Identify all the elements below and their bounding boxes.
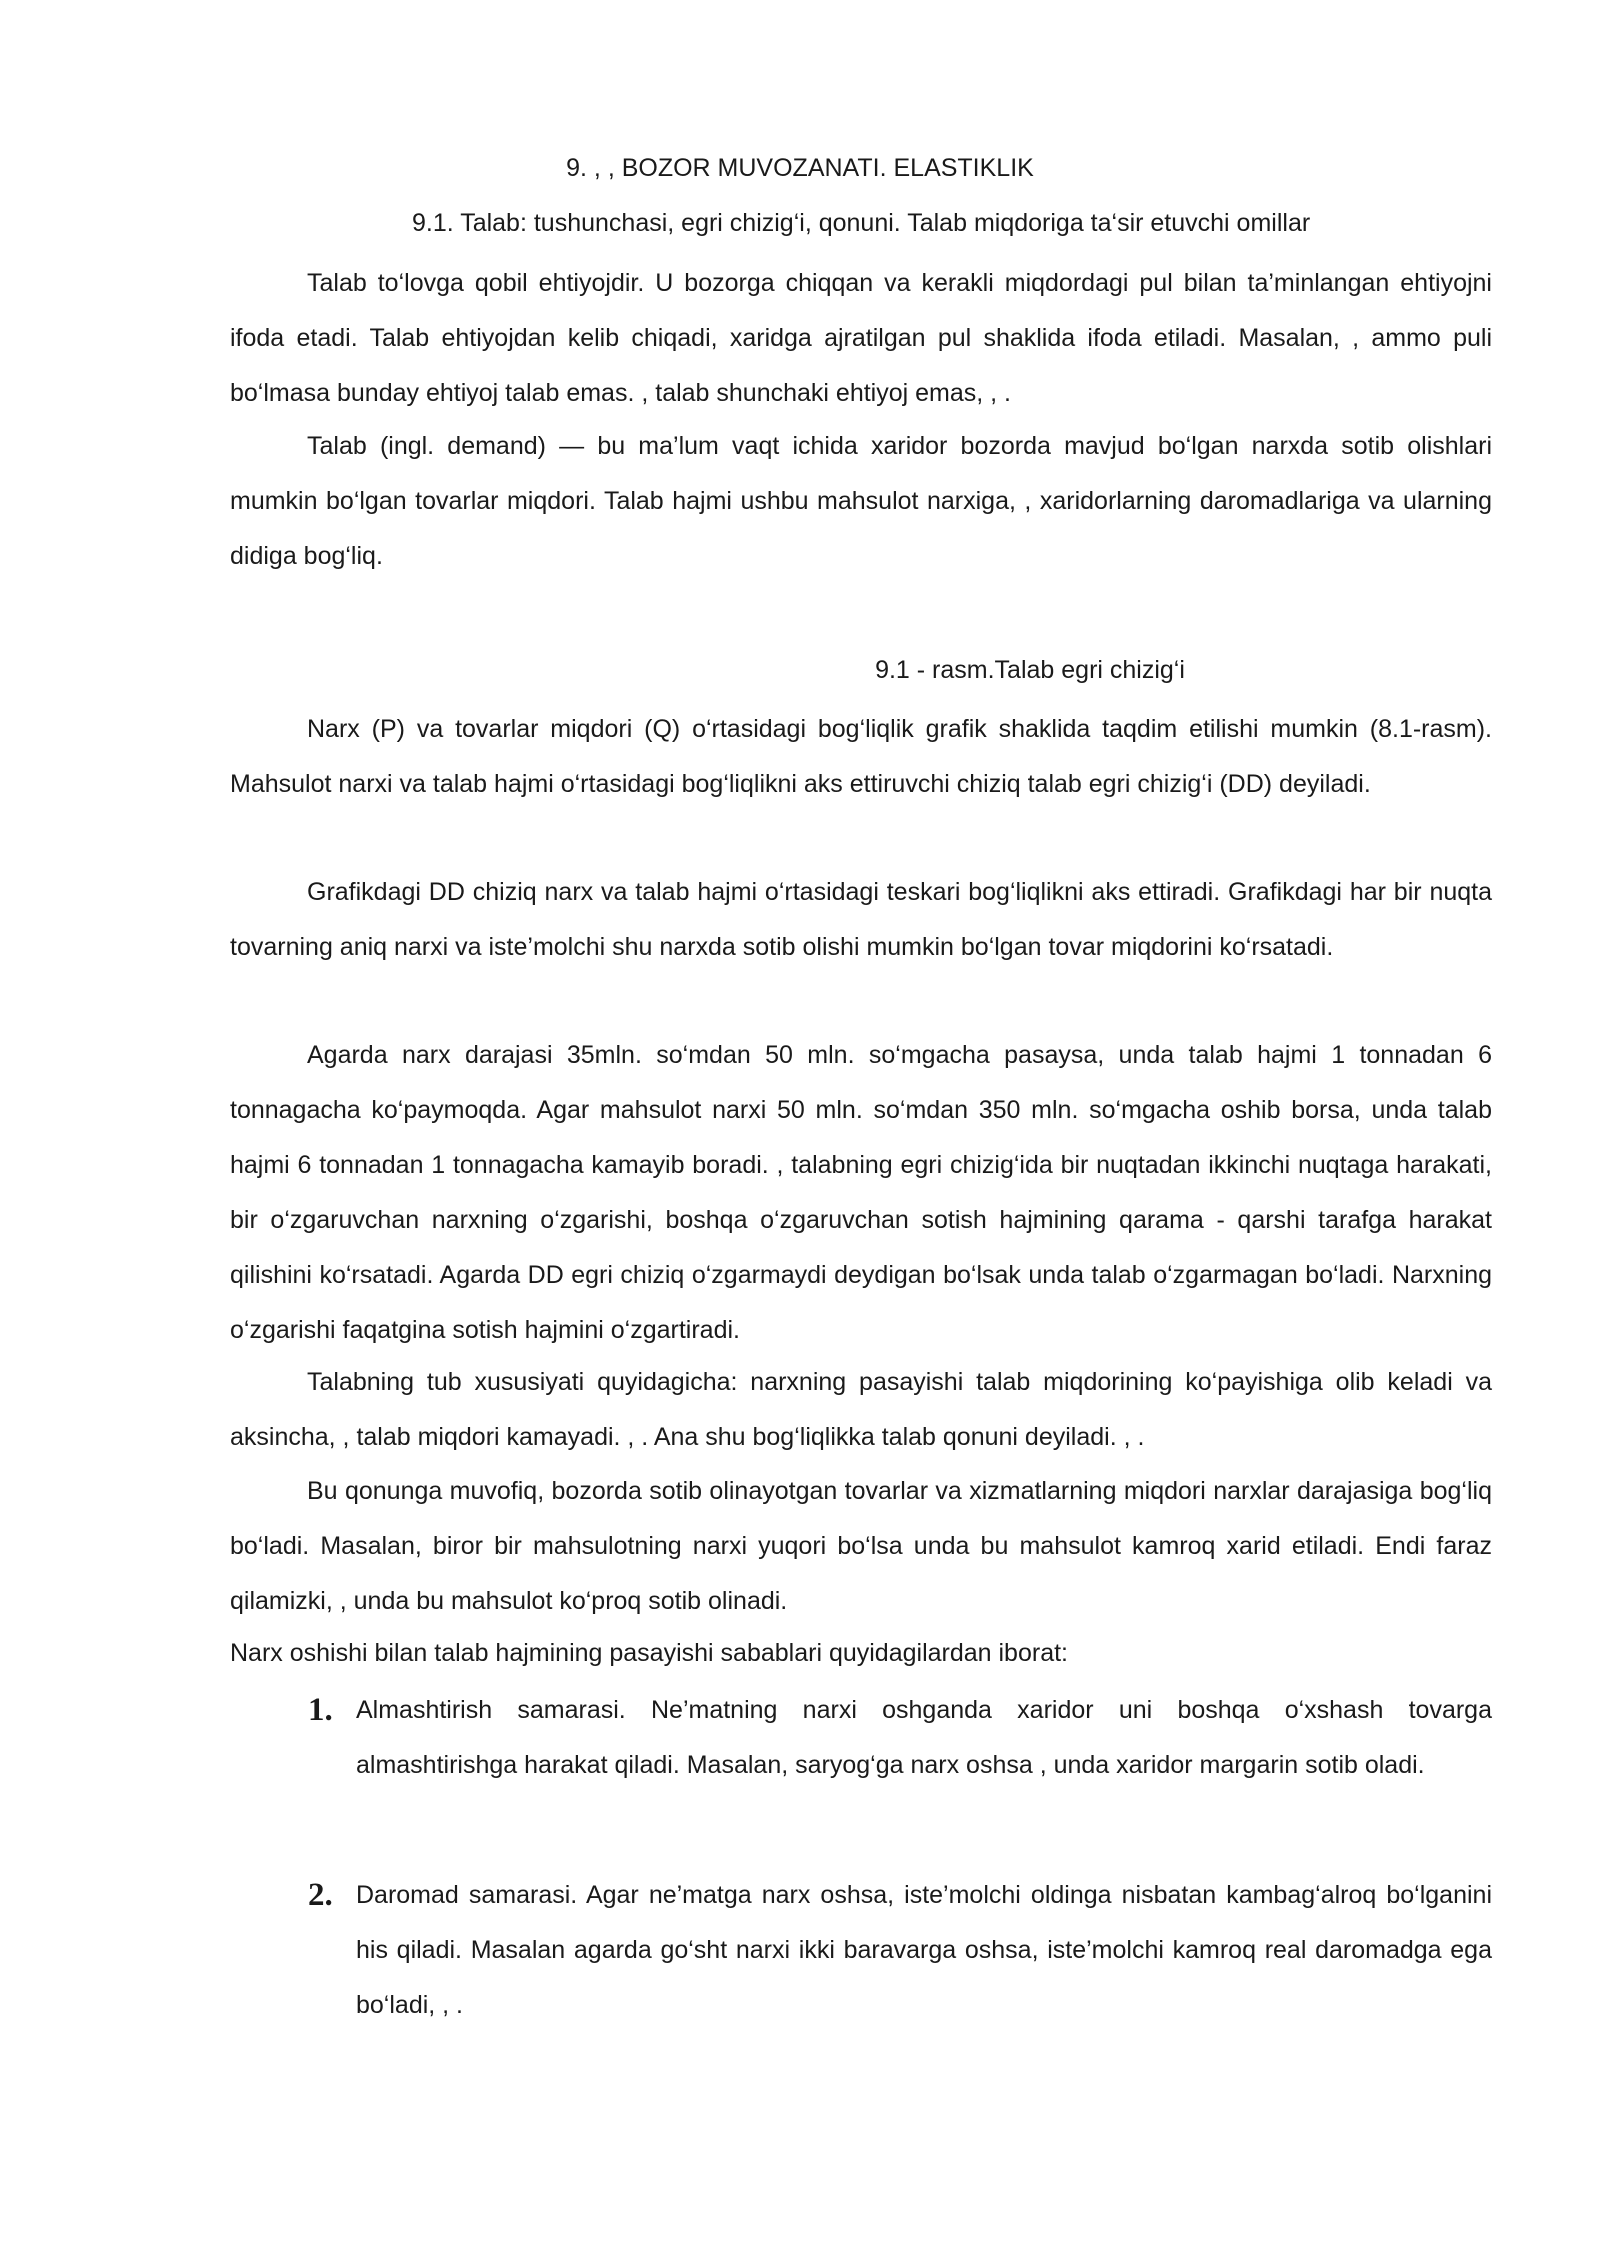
- list-item-text: Daromad samarasi. Agar ne’matga narx oshsa, iste’molchi oldinga nisbatan kambag‘alroq bo‘lganini his qiladi. Masalan agarda go‘sht narxi ikki baravarga oshsa, iste’molchi kamroq real daromadga ega bo‘ladi, , .: [356, 1881, 1492, 2019]
- paragraph-narx-miqdor: Narx (P) va tovarlar miqdori (Q) o‘rtasidagi bog‘liqlik grafik shaklida taqdim etilishi mumkin (8.1-rasm). Mahsulot narxi va talab hajmi o‘rtasidagi bog‘liqlikni aks ettiruvchi chiziq talab egri chizig‘i (DD) deyiladi.: [230, 715, 1492, 798]
- paragraph-tub-xususiyat: Talabning tub xususiyati quyidagicha: narxning pasayishi talab miqdorining ko‘payishiga olib keladi va aksincha, , talab miqdori kamayadi. , . Ana shu bog‘liqlikka talab qonuni deyiladi. , .: [230, 1368, 1492, 1451]
- section-subtitle: 9.1. Talab: tushunchasi, egri chizig‘i, qonuni. Talab miqdoriga ta‘sir etuvchi omillar: [412, 209, 1311, 237]
- chapter-title: 9. , , BOZOR MUVOZANATI. ELASTIKLIK: [566, 154, 1034, 182]
- list-item-number: 1.: [308, 1692, 333, 1728]
- paragraph-talab-demand: Talab (ingl. demand) — bu ma’lum vaqt ichida xaridor bozorda mavjud bo‘lgan narxda sotib olishlari mumkin bo‘lgan tovarlar miqdori. Talab hajmi ushbu mahsulot narxiga, , xaridorlarning daromadlariga va ularning didiga bog‘liq.: [230, 432, 1492, 570]
- paragraph-talab-definition: Talab to‘lovga qobil ehtiyojdir. U bozorga chiqqan va kerakli miqdordagi pul bilan ta’minlangan ehtiyojni ifoda etadi. Talab ehtiyojdan kelib chiqadi, xaridga ajratilgan pul shaklida ifoda etiladi. Masalan, , ammo puli bo‘lmasa bunday ehtiyoj talab emas. , talab shunchaki ehtiyoj emas, , .: [230, 269, 1492, 407]
- list-item-text: Almashtirish samarasi. Ne’matning narxi oshganda xaridor uni boshqa o‘xshash tovarga almashtirishga harakat qiladi. Masalan, saryog‘ga narx oshsa , unda xaridor margarin sotib oladi.: [356, 1696, 1492, 1779]
- figure-caption: 9.1 - rasm.Talab egri chizig‘i: [875, 656, 1185, 684]
- list-item: [308, 1683, 1492, 1793]
- paragraph-narx-darajasi: Agarda narx darajasi 35mln. so‘mdan 50 mln. so‘mgacha pasaysa, unda talab hajmi 1 tonnadan 6 tonnagacha ko‘paymoqda. Agar mahsulot narxi 50 mln. so‘mdan 350 mln. so‘mgacha oshib borsa, unda talab hajmi 6 tonnadan 1 tonnagacha kamayib boradi. , talabning egri chizig‘ida bir nuqtadan ikkinchi nuqtaga harakati, bir o‘zgaruvchan narxning o‘zgarishi, boshqa o‘zgaruvchan sotish hajmining qarama - qarshi tarafga harakat qilishini ko‘rsatadi. Agarda DD egri chiziq o‘zgarmaydi deydigan bo‘lsak unda talab o‘zgarmagan bo‘ladi. Narxning o‘zgarishi faqatgina sotish hajmini o‘zgartiradi.: [230, 1041, 1492, 1344]
- list-item-number: 2.: [308, 1877, 333, 1913]
- paragraph-grafik-dd: Grafikdagi DD chiziq narx va talab hajmi o‘rtasidagi teskari bog‘liqlikni aks ettiradi. Grafikdagi har bir nuqta tovarning aniq narxi va iste’molchi shu narxda sotib olishi mumkin bo‘lgan tovar miqdorini ko‘rsatadi.: [230, 878, 1492, 961]
- paragraph-qonun-muvofiq: Bu qonunga muvofiq, bozorda sotib olinayotgan tovarlar va xizmatlarning miqdori narxlar darajasiga bog‘liq bo‘ladi. Masalan, biror bir mahsulotning narxi yuqori bo‘lsa unda bu mahsulot kamroq xarid etiladi. Endi faraz qilamizki, , unda bu mahsulot ko‘proq sotib olinadi.: [230, 1477, 1492, 1615]
- list-intro: Narx oshishi bilan talab hajmining pasayishi sabablari quyidagilardan iborat:: [230, 1639, 1068, 1667]
- list-item: [308, 1868, 1492, 2033]
